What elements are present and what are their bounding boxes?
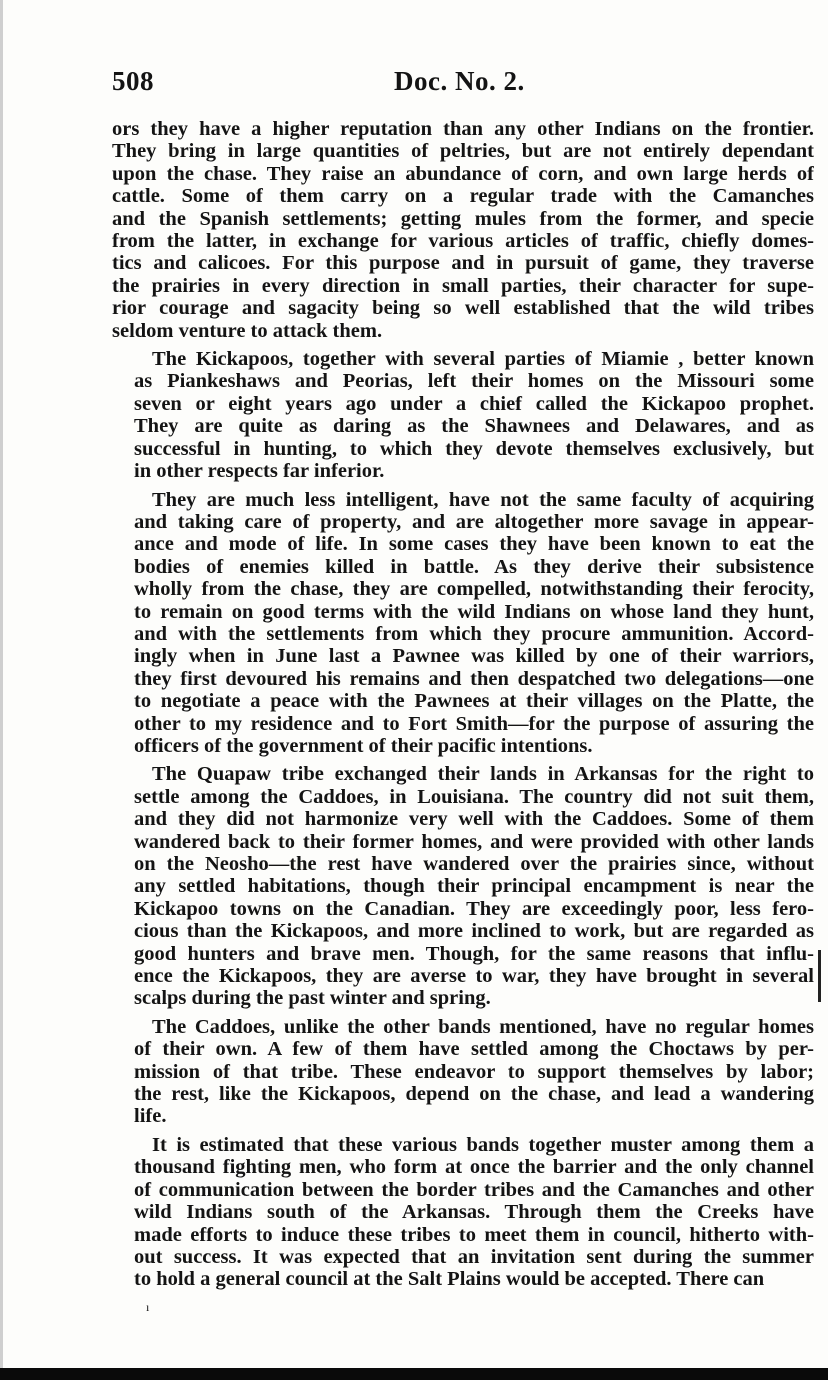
text-line: tics and calicoes. For this purpose and in pursuit of game, they traverse	[112, 252, 814, 275]
text-line: seldom venture to attack them.	[112, 319, 383, 342]
text-line: from the latter, in exchange for various articles of traffic, chiefly domes-	[112, 230, 814, 253]
text-line: as Piankeshaws and Peorias, left their homes on the Missouri some	[134, 370, 814, 393]
text-line: The Caddoes, unlike the other bands mentioned, have no regular homes	[152, 1015, 814, 1038]
paragraph	[112, 1134, 814, 1291]
paragraph	[112, 118, 814, 342]
text-line: other to my residence and to Fort Smith—for the purpose of assuring the	[134, 712, 814, 735]
text-line: and the Spanish settlements; getting mules from the former, and specie	[112, 207, 814, 230]
text-line: successful in hunting, to which they devote themselves exclusively, but	[134, 437, 814, 460]
text-line: they first devoured his remains and then despatched two delegations—one	[134, 667, 814, 690]
text-line: made efforts to induce these tribes to meet them in council, hitherto with-	[134, 1223, 814, 1246]
text-line: scalps during the past winter and spring.	[134, 987, 491, 1010]
margin-mark	[818, 950, 821, 1002]
text-line: upon the chase. They raise an abundance of corn, and own large herds of	[112, 162, 814, 185]
scan-bottom-border	[0, 1368, 828, 1380]
text-line: thousand fighting men, who form at once the barrier and the only channel	[134, 1156, 814, 1179]
text-line: the prairies in every direction in small parties, their character for supe-	[112, 274, 814, 297]
text-line: ors they have a higher reputation than any other Indians on the frontier.	[112, 118, 814, 140]
text-line: They bring in large quantities of peltries, but are not entirely dependant	[112, 140, 814, 163]
text-line: wholly from the chase, they are compelled, notwithstanding their ferocity,	[134, 578, 814, 601]
text-line: ingly when in June last a Pawnee was killed by one of their warriors,	[134, 645, 814, 668]
text-line: cious than the Kickapoos, and more inclined to work, but are regarded as	[134, 920, 814, 943]
text-line: to hold a general council at the Salt Plains would be accepted. There can	[134, 1268, 765, 1291]
text-line: of their own. A few of them have settled among the Choctaws by per-	[134, 1038, 814, 1061]
text-line: life.	[134, 1105, 167, 1128]
paragraph	[112, 763, 814, 1009]
text-line: the rest, like the Kickapoos, depend on the chase, and lead a wandering	[134, 1083, 814, 1106]
paragraph	[112, 348, 814, 482]
page-number: 508	[112, 66, 154, 96]
text-line: wild Indians south of the Arkansas. Through them the Creeks have	[134, 1201, 814, 1224]
body-text	[112, 118, 814, 1297]
text-line: cattle. Some of them carry on a regular trade with the Camanches	[112, 185, 814, 208]
text-line: They are much less intelligent, have not the same faculty of acquiring	[152, 488, 814, 511]
text-line: of communication between the border tribes and the Camanches and other	[134, 1178, 814, 1201]
text-line: It is estimated that these various bands together muster among them a	[152, 1133, 814, 1156]
text-line: and taking care of property, and are altogether more savage in appear-	[134, 510, 814, 533]
text-line: bodies of enemies killed in battle. As they derive their subsistence	[134, 555, 814, 578]
text-line: settle among the Caddoes, in Louisiana. The country did not suit them,	[134, 785, 814, 808]
text-line: ance and mode of life. In some cases they have been known to eat the	[134, 533, 814, 556]
text-line: and they did not harmonize very well with the Caddoes. Some of them	[134, 808, 814, 831]
text-line: on the Neosho—the rest have wandered over the prairies since, without	[134, 853, 814, 875]
text-line: rior courage and sagacity being so well established that the wild tribes	[112, 297, 814, 320]
text-line: to negotiate a peace with the Pawnees at their villages on the Platte, the	[134, 690, 814, 713]
paragraph	[112, 1016, 814, 1128]
text-line: mission of that tribe. These endeavor to support themselves by labor;	[134, 1060, 814, 1083]
text-line: in other respects far inferior.	[134, 460, 385, 483]
text-line: good hunters and brave men. Though, for the same reasons that influ-	[134, 942, 814, 965]
text-line: officers of the government of their pacific intentions.	[134, 734, 593, 757]
text-line: any settled habitations, though their principal encampment is near the	[134, 875, 814, 898]
ink-speck: ı	[146, 1300, 150, 1314]
text-line: and with the settlements from which they procure ammunition. Accord-	[134, 622, 814, 645]
text-line: ence the Kickapoos, they are averse to war, they have brought in several	[134, 965, 814, 988]
page-header	[112, 66, 812, 106]
text-line: seven or eight years ago under a chief called the Kickapoo prophet.	[134, 392, 814, 415]
scan-edge	[0, 0, 3, 1380]
paragraph	[112, 489, 814, 758]
text-line: wandered back to their former homes, and were provided with other lands	[134, 830, 814, 853]
text-line: out success. It was expected that an invitation sent during the summer	[134, 1245, 814, 1268]
text-line: Kickapoo towns on the Canadian. They are exceedingly poor, less fero-	[134, 897, 814, 920]
text-line: to remain on good terms with the wild Indians on whose land they hunt,	[134, 600, 814, 623]
running-title: Doc. No. 2.	[394, 66, 525, 96]
text-line: The Kickapoos, together with several parties of Miamie , better known	[152, 348, 814, 371]
text-line: The Quapaw tribe exchanged their lands in Arkansas for the right to	[152, 763, 814, 786]
text-line: They are quite as daring as the Shawnees and Delawares, and as	[134, 415, 814, 438]
